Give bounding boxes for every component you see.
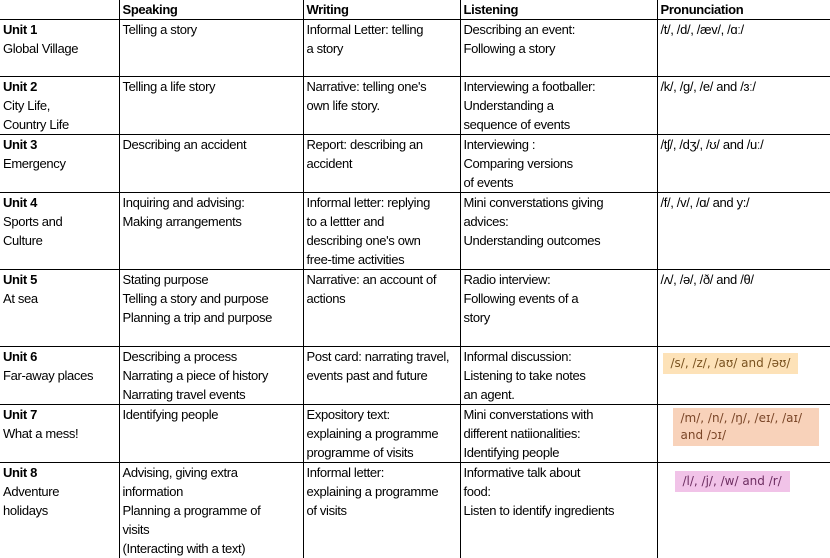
listening-text: Listening to take notes (464, 366, 655, 385)
speaking-text: Inquiring and advising: (123, 193, 301, 212)
unit-number: Unit 1 (3, 20, 117, 39)
writing-text: of visits (307, 501, 458, 520)
listening-text: sequence of events (464, 115, 655, 134)
listening-text: of events (464, 173, 655, 192)
header-unit (0, 0, 119, 20)
speaking-cell (119, 270, 303, 347)
listening-text: Interviewing : (464, 135, 655, 154)
header-speaking: Speaking (119, 0, 303, 20)
pronunciation-text: /f/, /v/, /ɑ/ and y:/ (661, 193, 829, 212)
unit-title: holidays (3, 501, 117, 520)
pronunciation-cell (657, 135, 830, 193)
listening-text: Understanding outcomes (464, 231, 655, 250)
listening-text: Mini converstations giving (464, 193, 655, 212)
writing-cell (303, 347, 460, 405)
speaking-text: Describing an accident (123, 135, 301, 154)
listening-text: an agent. (464, 385, 655, 404)
header-pronunciation: Pronunciation (657, 0, 830, 20)
writing-text: Expository text: (307, 405, 458, 424)
speaking-text: Planning a trip and purpose (123, 308, 301, 327)
unit-title: Sports and (3, 212, 117, 231)
listening-text: advices: (464, 212, 655, 231)
table-row (0, 347, 830, 405)
listening-text: Understanding a (464, 96, 655, 115)
unit-number: Unit 5 (3, 270, 117, 289)
table-row (0, 20, 830, 77)
unit-number: Unit 8 (3, 463, 117, 482)
unit-cell (0, 193, 119, 270)
writing-text: programme of visits (307, 443, 458, 462)
writing-text: Informal letter: replying (307, 193, 458, 212)
listening-text: Following a story (464, 39, 655, 58)
writing-text: Informal Letter: telling (307, 20, 458, 39)
unit-title: Global Village (3, 39, 117, 58)
speaking-text: Describing a process (123, 347, 301, 366)
unit-cell (0, 405, 119, 463)
pronunciation-cell (657, 463, 830, 558)
listening-cell (460, 135, 657, 193)
unit-title: Culture (3, 231, 117, 250)
listening-cell (460, 77, 657, 135)
table-row (0, 135, 830, 193)
writing-cell (303, 135, 460, 193)
table-row (0, 270, 830, 347)
pronunciation-cell (657, 193, 830, 270)
listening-text: Informative talk about (464, 463, 655, 482)
writing-text: Report: describing an (307, 135, 458, 154)
unit-title: At sea (3, 289, 117, 308)
speaking-text: information (123, 482, 301, 501)
writing-text: events past and future (307, 366, 458, 385)
writing-cell (303, 20, 460, 77)
pronunciation-highlight: /l/, /j/, /w/ and /r/ (675, 471, 790, 492)
speaking-text: Telling a life story (123, 77, 301, 96)
writing-text: Narrative: an account of (307, 270, 458, 289)
listening-text: Listen to identify ingredients (464, 501, 655, 520)
unit-number: Unit 7 (3, 405, 117, 424)
writing-text: explaining a programme (307, 482, 458, 501)
speaking-text: visits (123, 520, 301, 539)
speaking-cell (119, 77, 303, 135)
writing-text: a story (307, 39, 458, 58)
speaking-cell (119, 463, 303, 558)
writing-cell (303, 193, 460, 270)
unit-title: Far-away places (3, 366, 117, 385)
speaking-cell (119, 347, 303, 405)
speaking-text: Telling a story (123, 20, 301, 39)
speaking-cell (119, 193, 303, 270)
pronunciation-text: /tʃ/, /dʒ/, /ʊ/ and /uː/ (661, 135, 829, 154)
writing-cell (303, 270, 460, 347)
unit-title: Emergency (3, 154, 117, 173)
writing-text: describing one's own (307, 231, 458, 250)
speaking-text: (Interacting with a text) (123, 539, 301, 558)
writing-cell (303, 405, 460, 463)
listening-cell (460, 20, 657, 77)
header-row (0, 0, 830, 20)
speaking-cell (119, 405, 303, 463)
writing-text: Post card: narrating travel, (307, 347, 458, 366)
header-listening: Listening (460, 0, 657, 20)
listening-text: different natiionalities: (464, 424, 655, 443)
writing-cell (303, 463, 460, 558)
unit-title: City Life, (3, 96, 117, 115)
speaking-text: Planning a programme of (123, 501, 301, 520)
unit-number: Unit 6 (3, 347, 117, 366)
listening-cell (460, 347, 657, 405)
listening-text: Informal discussion: (464, 347, 655, 366)
listening-text: food: (464, 482, 655, 501)
listening-cell (460, 463, 657, 558)
unit-cell (0, 77, 119, 135)
pronunciation-cell (657, 405, 830, 463)
writing-text: actions (307, 289, 458, 308)
speaking-text: Making arrangements (123, 212, 301, 231)
speaking-cell (119, 20, 303, 77)
speaking-text: Advising, giving extra (123, 463, 301, 482)
writing-text: own life story. (307, 96, 458, 115)
speaking-text: Narrating a piece of history (123, 366, 301, 385)
listening-text: Describing an event: (464, 20, 655, 39)
speaking-text: Stating purpose (123, 270, 301, 289)
unit-cell (0, 347, 119, 405)
writing-text: free-time activities (307, 250, 458, 269)
speaking-text: Telling a story and purpose (123, 289, 301, 308)
pronunciation-cell (657, 347, 830, 405)
listening-text: Mini converstations with (464, 405, 655, 424)
unit-number: Unit 3 (3, 135, 117, 154)
speaking-cell (119, 135, 303, 193)
listening-text: Interviewing a footballer: (464, 77, 655, 96)
listening-text: Radio interview: (464, 270, 655, 289)
unit-cell (0, 135, 119, 193)
listening-text: Following events of a (464, 289, 655, 308)
writing-text: Narrative: telling one's (307, 77, 458, 96)
listening-text: Comparing versions (464, 154, 655, 173)
listening-cell (460, 193, 657, 270)
table-row (0, 463, 830, 558)
unit-cell (0, 270, 119, 347)
listening-text: Identifying people (464, 443, 655, 462)
listening-cell (460, 405, 657, 463)
pronunciation-highlight: /m/, /n/, /ŋ/, /eɪ/, /aɪ/ and /ɔɪ/ (673, 408, 819, 446)
pronunciation-text: /k/, /g/, /e/ and /ɜː/ (661, 77, 829, 96)
pronunciation-text: /ʌ/, /ə/, /ð/ and /θ/ (661, 270, 829, 289)
writing-text: explaining a programme (307, 424, 458, 443)
table-row (0, 405, 830, 463)
speaking-text: Identifying people (123, 405, 301, 424)
header-writing: Writing (303, 0, 460, 20)
pronunciation-cell (657, 77, 830, 135)
unit-number: Unit 2 (3, 77, 117, 96)
writing-cell (303, 77, 460, 135)
writing-text: Informal letter: (307, 463, 458, 482)
unit-number: Unit 4 (3, 193, 117, 212)
unit-title: Adventure (3, 482, 117, 501)
listening-cell (460, 270, 657, 347)
table-row (0, 193, 830, 270)
table-row (0, 77, 830, 135)
unit-title: Country Life (3, 115, 117, 134)
writing-text: to a lettter and (307, 212, 458, 231)
unit-title: What a mess! (3, 424, 117, 443)
pronunciation-text: /t/, /d/, /æv/, /ɑː/ (661, 20, 829, 39)
listening-text: story (464, 308, 655, 327)
unit-cell (0, 463, 119, 558)
pronunciation-cell (657, 20, 830, 77)
pronunciation-cell (657, 270, 830, 347)
unit-cell (0, 20, 119, 77)
speaking-text: Narrating travel events (123, 385, 301, 404)
writing-text: accident (307, 154, 458, 173)
pronunciation-highlight: /s/, /z/, /aʊ/ and /əʊ/ (663, 353, 799, 374)
